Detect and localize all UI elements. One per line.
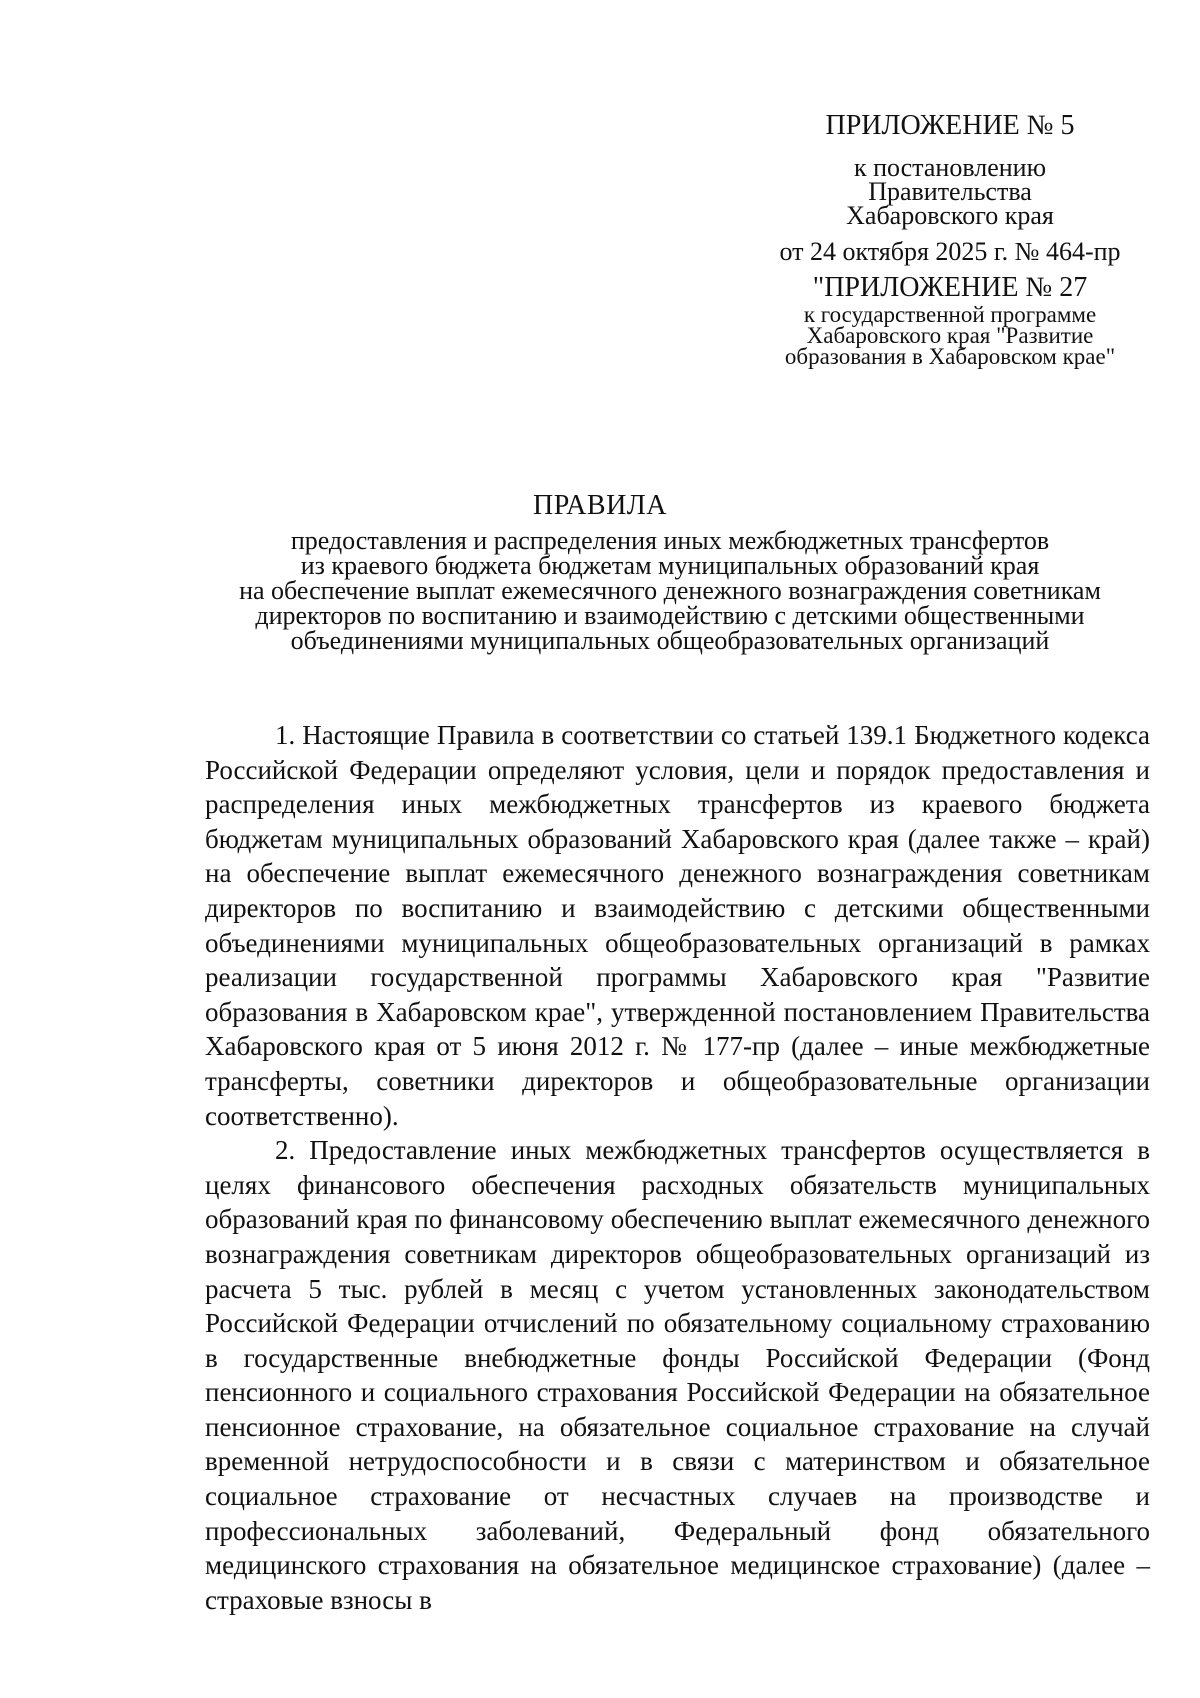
subtitle-line: директоров по воспитанию и взаимодействию с детскими общественными xyxy=(255,601,1085,630)
decree-line: Правительства xyxy=(868,177,1032,206)
appendix-27-heading: "ПРИЛОЖЕНИЕ № 27 xyxy=(812,272,1088,303)
paragraph-2: 2. Предоставление иных межбюджетных трансфертов осуществляется в целях финансового обеспечения расходных обязательств муниципальных образований края по финансовому обеспечению выплат ежемесячного денежного вознаграждения советникам директоров общеобразовательных организаций из расчета 5 тыс. рублей в месяц с учетом установленных законодательством Российской Федерации отчислений по обязательному социальному страхованию в государственные внебюджетные фонды Российской Федерации (Фонд пенсионного и социального страхования Российской Федерации на обязательное пенсионное страхование, на обязательное социальное страхование на случай временной нетрудоспособности и в связи с материнством и обязательное социальное страхование от несчастных случаев на производстве и профессиональных заболеваний, Федеральный фонд обязательного медицинского страхования на обязательное медицинское страхование) (далее – страховые взносы в xyxy=(205,1135,1150,1615)
appendix-5-heading xyxy=(740,112,1160,140)
decree-line: Хабаровского края xyxy=(846,201,1054,230)
program-line: к государственной программе xyxy=(803,302,1097,327)
decree-reference xyxy=(740,153,1160,230)
appendix-5-label: ПРИЛОЖЕНИЕ № 5 xyxy=(825,110,1075,141)
decree-date: от 24 октября 2025 г. № 464-пр xyxy=(779,237,1121,266)
subtitle-line: объединениями муниципальных общеобразовательных организаций xyxy=(290,626,1050,655)
document-body xyxy=(205,718,1150,1617)
subtitle-line: предоставления и распределения иных межбюджетных трансфертов xyxy=(290,526,1050,555)
decree-line: к постановлению xyxy=(853,153,1047,182)
subtitle-line: из краевого бюджета бюджетам муниципальных образований края xyxy=(300,551,1040,580)
program-line: образования в Хабаровском крае" xyxy=(784,344,1116,369)
document-subtitle xyxy=(170,528,1170,653)
paragraph-1: 1. Настоящие Правила в соответствии со статьей 139.1 Бюджетного кодекса Российской Федерации определяют условия, цели и порядок предоставления и распределения иных межбюджетных трансфертов из краевого бюджета бюджетам муниципальных образований Хабаровского края (далее также – край) на обеспечение выплат ежемесячного денежного вознаграждения советникам директоров по воспитанию и взаимодействию с детскими общественными объединениями муниципальных общеобразовательных организаций в рамках реализации государственной программы Хабаровского края "Развитие образования в Хабаровском крае", утвержденной постановлением Правительства Хабаровского края от 5 июня 2012 г. № 177-пр (далее – иные межбюджетные трансферты, советники директоров и общеобразовательные организации соответственно). xyxy=(205,720,1150,1131)
program-line: Хабаровского края "Развитие xyxy=(806,323,1094,348)
subtitle-line: на обеспечение выплат ежемесячного денежного вознаграждения советникам xyxy=(239,576,1101,605)
program-reference xyxy=(740,304,1160,367)
document-title: ПРАВИЛА xyxy=(532,490,668,521)
